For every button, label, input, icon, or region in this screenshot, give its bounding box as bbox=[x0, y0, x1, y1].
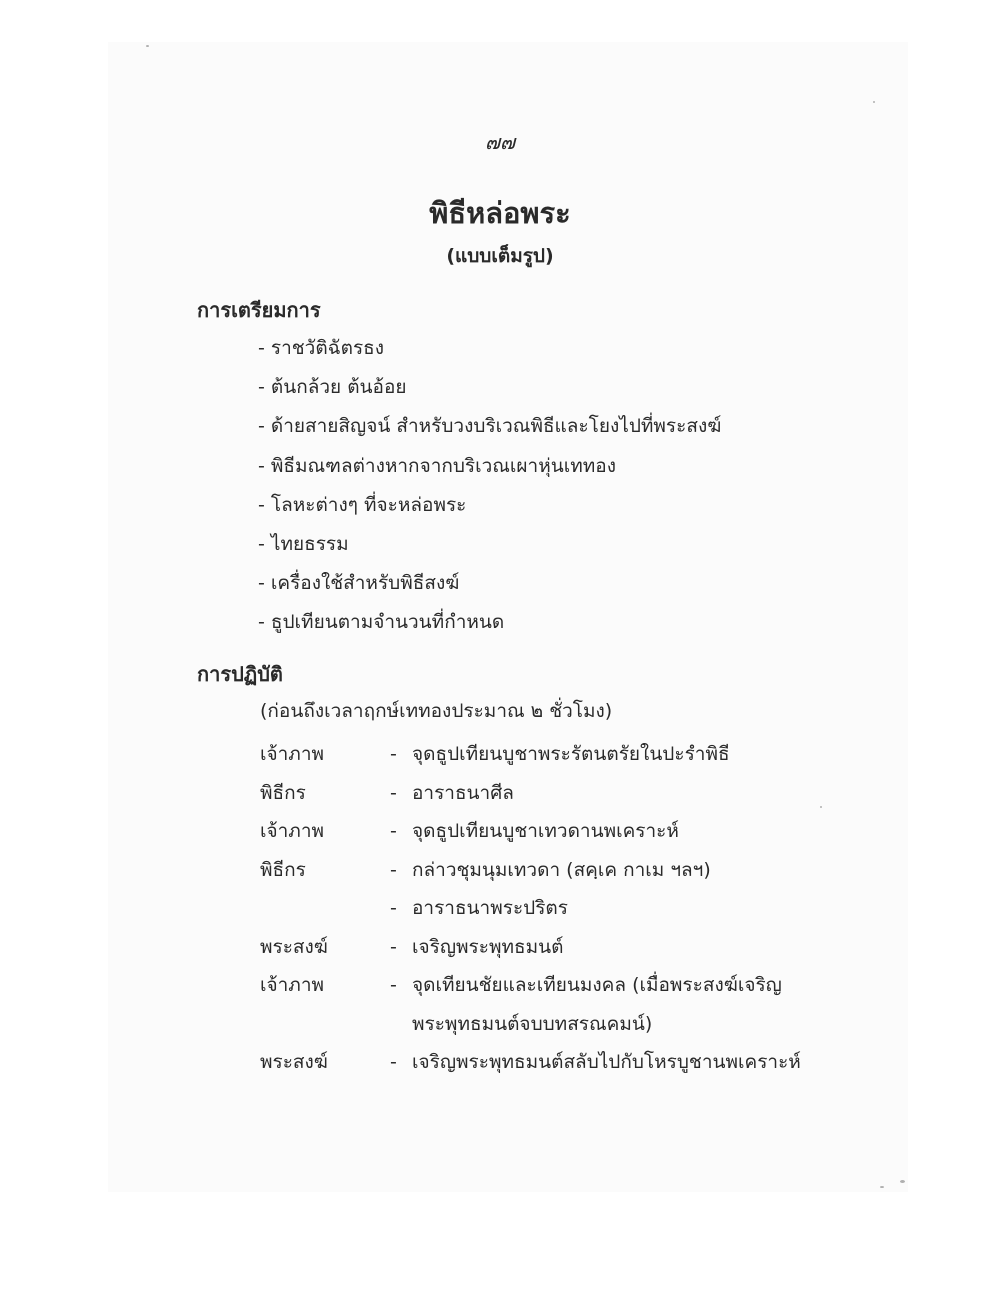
preparation-item: - ธูปเทียนตามจำนวนที่กำหนด bbox=[258, 611, 505, 634]
step-dash: - bbox=[390, 820, 397, 842]
step-action: อาราธนาศีล bbox=[412, 781, 514, 804]
procedure-step bbox=[260, 774, 832, 813]
step-actor bbox=[260, 889, 390, 928]
procedure-step bbox=[260, 966, 832, 1043]
scan-speck bbox=[873, 101, 875, 103]
procedure-step bbox=[260, 735, 832, 774]
step-action: เจริญพระพุทธมนต์สลับไปกับโหรบูชานพเคราะห์ bbox=[412, 1051, 801, 1073]
page-title: พิธีหล่อพระ bbox=[429, 196, 571, 230]
procedure-step bbox=[260, 928, 832, 967]
preparation-heading: การเตรียมการ bbox=[197, 298, 321, 322]
step-action: อาราธนาพระปริตร bbox=[412, 897, 568, 919]
procedure-heading: การปฏิบัติ bbox=[197, 662, 283, 686]
step-actor: เจ้าภาพ bbox=[260, 820, 325, 842]
preparation-item: - เครื่องใช้สำหรับพิธีสงฆ์ bbox=[258, 572, 460, 595]
step-dash: - bbox=[390, 743, 397, 765]
step-dash: - bbox=[390, 974, 397, 996]
procedure-step bbox=[260, 889, 832, 928]
step-actor: พระสงฆ์ bbox=[260, 935, 328, 958]
preparation-item: - พิธีมณฑลต่างหากจากบริเวณเผาหุ่นเททอง bbox=[258, 454, 616, 477]
step-actor: เจ้าภาพ bbox=[260, 974, 325, 996]
step-action: เจริญพระพุทธมนต์ bbox=[412, 935, 564, 958]
page-number: ๗๗ bbox=[484, 130, 516, 154]
scan-speck bbox=[146, 45, 149, 47]
step-actor: พิธีกร bbox=[260, 781, 306, 804]
scan-speck bbox=[880, 1186, 884, 1188]
step-action: จุดธูปเทียนบูชาพระรัตนตรัยในปะรำพิธี bbox=[412, 743, 730, 765]
procedure-note: (ก่อนถึงเวลาฤกษ์เททองประมาณ ๒ ชั่วโมง) bbox=[260, 700, 613, 722]
preparation-item: - ต้นกล้วย ต้นอ้อย bbox=[258, 376, 407, 399]
step-action: จุดธูปเทียนบูชาเทวดานพเคราะห์ bbox=[412, 820, 679, 842]
step-dash: - bbox=[390, 897, 397, 919]
page-subtitle: (แบบเต็มรูป) bbox=[446, 245, 554, 267]
step-dash: - bbox=[390, 781, 397, 804]
scan-speck bbox=[820, 806, 822, 808]
step-action: จุดเทียนชัยและเทียนมงคล (เมื่อพระสงฆ์เจริญพระพุทธมนต์จบบทสรณคมน์) bbox=[412, 974, 782, 1035]
preparation-item: - ด้ายสายสิญจน์ สำหรับวงบริเวณพิธีและโยงไปที่พระสงฆ์ bbox=[258, 415, 722, 438]
step-dash: - bbox=[390, 1051, 397, 1073]
scan-speck bbox=[900, 1180, 905, 1183]
procedure-steps bbox=[260, 735, 832, 1082]
step-actor: พิธีกร bbox=[260, 858, 306, 881]
procedure-step bbox=[260, 1043, 832, 1082]
procedure-step bbox=[260, 851, 832, 890]
step-action: กล่าวชุมนุมเทวดา (สคฺเค กาเม ฯลฯ) bbox=[412, 858, 711, 881]
preparation-item: - ราชวัติฉัตรธง bbox=[258, 337, 385, 359]
step-actor: เจ้าภาพ bbox=[260, 743, 325, 765]
preparation-list bbox=[258, 331, 721, 645]
procedure-step bbox=[260, 812, 832, 851]
step-actor: พระสงฆ์ bbox=[260, 1051, 328, 1073]
preparation-item: - โลหะต่างๆ ที่จะหล่อพระ bbox=[258, 493, 467, 516]
step-dash: - bbox=[390, 858, 397, 881]
preparation-item: - ไทยธรรม bbox=[258, 532, 349, 555]
step-dash: - bbox=[390, 935, 397, 958]
